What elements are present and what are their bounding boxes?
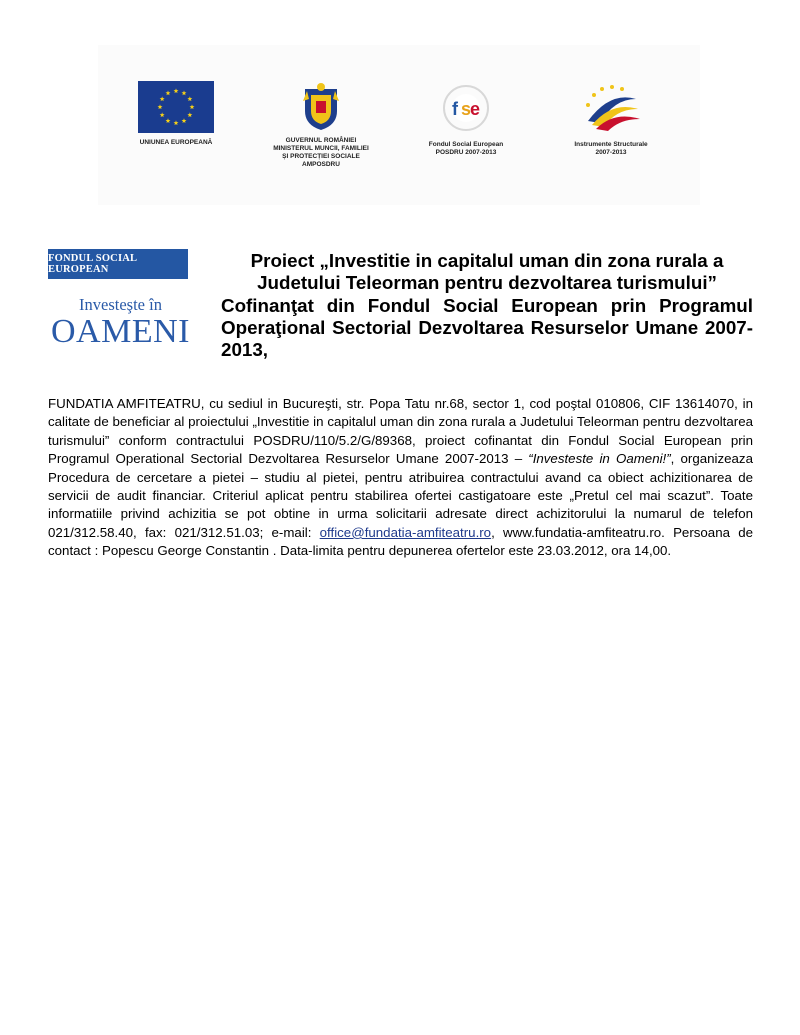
svg-text:e: e (470, 99, 481, 119)
paragraph-part3: , www.fundatia-amfiteatru.ro. Persoana de contact : Popescu George Constantin . Data-limita pentru depunerea ofertelor este 23.03.2012, ora 14,00. (48, 524, 753, 559)
project-title-line2: Cofinanţat din Fondul Social European prin Programul Operaţional Sectorial Dezvoltarea Resurselor Umane 2007- 2013, (221, 294, 753, 361)
investeste-in-oameni-logo (48, 296, 193, 350)
oameni-logo-subtitle: Investeşte în (79, 295, 162, 314)
fse-banner-logo: FONDUL SOCIAL EUROPEAN (48, 249, 188, 279)
slogan-text: “Investeste in Oameni!” (528, 451, 671, 467)
email-link[interactable]: office@fundatia-amfiteatru.ro (319, 524, 492, 540)
paragraph-part2: , organizeaza Procedura de cercetare a pietei – studiu al pietei, pentru atribuirea contractului avand ca obiect achizitionarea de servicii de audit financiar. Criteriul aplicat pentru stabilirea ofertei castigatoare este „Pretul cel mai scazut”. Toate informatiile privind achizitia se pot obtine in urma solicitarii adresate direct achizitorului la numarul de telefon 021/312.58.40, fax: 021/312.51.03; e-mail: (48, 451, 753, 540)
logo-band (98, 45, 700, 205)
announcement-paragraph (48, 395, 753, 561)
eu-logo (126, 81, 226, 147)
is-caption: Instrumente Structurale 2007-2013 (574, 141, 648, 156)
eu-flag-icon (138, 81, 214, 133)
is-logo (556, 81, 666, 157)
gov-logo (256, 81, 386, 169)
fse-logo (416, 81, 516, 157)
romania-coat-of-arms-icon (301, 81, 341, 131)
fse-caption: Fondul Social European POSDRU 2007-2013 (428, 141, 504, 156)
paragraph-part1: FUNDATIA AMFITEATRU, cu sediul in Bucureşti, str. Popa Tatu nr.68, sector 1, cod poştal 010806, CIF 13614070, in calitate de beneficiar al proiectului „Investitie in capitalul uman din zona rurala a Judetului Teleorman pentru dezvoltarea turismului” conform contractului POSDRU/110/5.2/G/89368, proiect cofinantat din Fondul Social European prin Programul Operational Sectorial Dezvoltarea Resurselor Umane 2007-2013 – (48, 396, 753, 467)
instrumente-structurale-icon (580, 81, 642, 135)
svg-text:f: f (452, 99, 458, 119)
gov-caption: GUVERNUL ROMÂNIEI MINISTERUL MUNCII, FAMILIEI ȘI PROTECȚIEI SOCIALE AMPOSDRU (273, 137, 369, 168)
fse-logo-icon (440, 81, 492, 135)
oameni-logo-title: OAMENI (51, 313, 190, 350)
project-title (221, 250, 753, 361)
eu-caption: UNIUNEA EUROPEANĂ (139, 139, 213, 146)
svg-text:s: s (461, 99, 472, 119)
project-title-line1: Proiect „Investitie in capitalul uman din zona rurala a Judetului Teleorman pentru dezvoltarea turismului” (250, 250, 724, 294)
